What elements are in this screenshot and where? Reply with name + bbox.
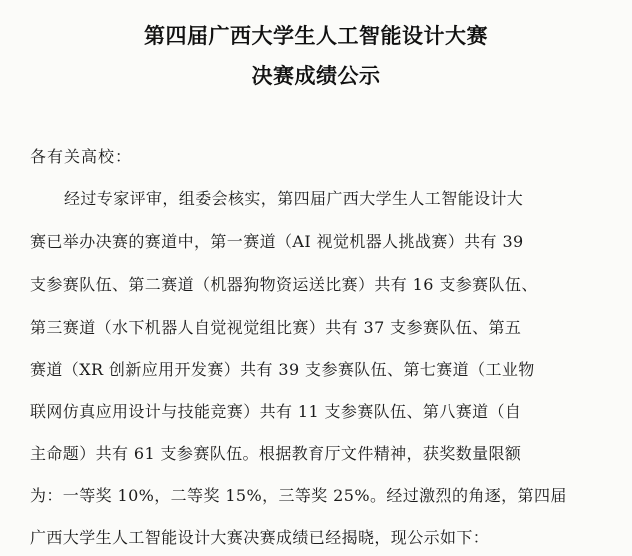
- body-line-1: 经过专家评审，组委会核实，第四届广西大学生人工智能设计大: [64, 189, 524, 208]
- body-line-5: 赛道（XR 创新应用开发赛）共有 39 支参赛队伍、第七赛道（工业物: [30, 360, 535, 379]
- document-title: 第四届广西大学生人工智能设计大赛: [144, 24, 488, 48]
- body-line-4: 第三赛道（水下机器人自觉视觉组比赛）共有 37 支参赛队伍、第五: [30, 318, 522, 337]
- body-line-7: 主命题）共有 61 支参赛队伍。根据教育厅文件精神，获奖数量限额: [30, 444, 522, 463]
- body-line-9: 广西大学生人工智能设计大赛决赛成绩已经揭晓，现公示如下：: [30, 528, 490, 547]
- salutation: 各有关高校：: [30, 147, 133, 166]
- body-line-8: 为：一等奖 10%，二等奖 15%，三等奖 25%。经过激烈的角逐，第四届: [30, 486, 567, 505]
- body-line-2: 赛已举办决赛的赛道中，第一赛道（AI 视觉机器人挑战赛）共有 39: [30, 232, 524, 251]
- document-subtitle: 决赛成绩公示: [251, 64, 381, 88]
- body-line-3: 支参赛队伍、第二赛道（机器狗物资运送比赛）共有 16 支参赛队伍、: [30, 275, 538, 294]
- body-line-6: 联网仿真应用设计与技能竞赛）共有 11 支参赛队伍、第八赛道（自: [30, 402, 522, 421]
